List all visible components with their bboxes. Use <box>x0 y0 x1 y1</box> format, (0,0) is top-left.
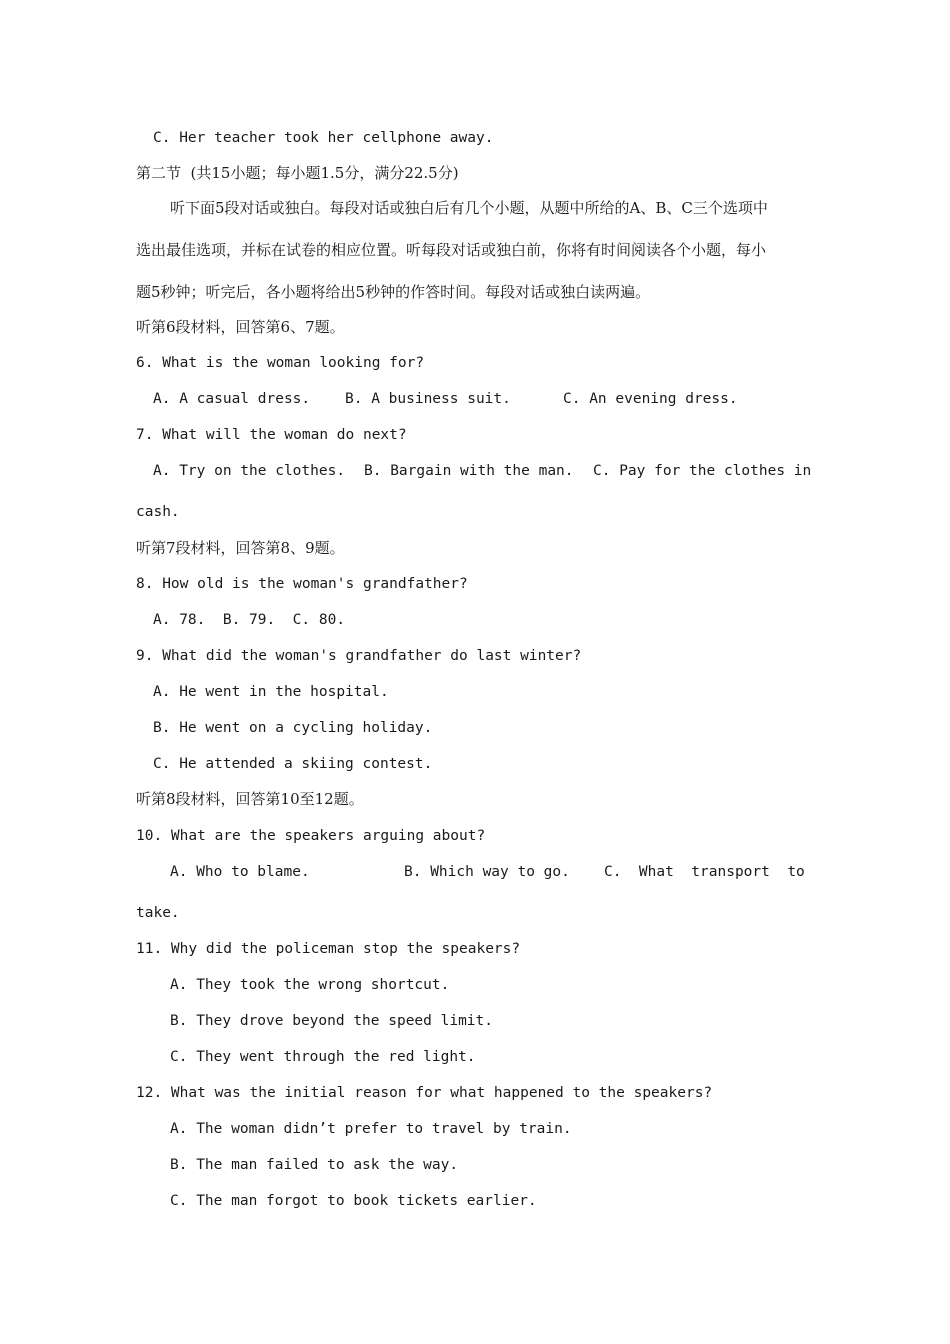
option-b: B. A business suit. <box>345 391 511 407</box>
question-10-option-c-wrap: take. <box>136 905 180 921</box>
question-11-option-c: C. They went through the red light. <box>170 1049 476 1065</box>
option-c: C. Pay for the clothes in <box>593 463 812 479</box>
question-9-option-a: A. He went in the hospital. <box>153 684 389 700</box>
question-8-options: A. 78. B. 79. C. 80. <box>153 612 346 628</box>
option-a: A. A casual dress. <box>153 391 311 407</box>
question-11: 11. Why did the policeman stop the speakers? <box>136 941 521 957</box>
option-b: B. Which way to go. <box>404 864 570 880</box>
question-9: 9. What did the woman's grandfather do last winter? <box>136 648 582 664</box>
question-7: 7. What will the woman do next? <box>136 427 407 443</box>
prev-question-option-c: C. Her teacher took her cellphone away. <box>153 130 494 146</box>
group-heading-7: 听第7段材料，回答第8、9题。 <box>136 539 345 557</box>
question-9-option-c: C. He attended a skiing contest. <box>153 756 433 772</box>
option-a: A. Try on the clothes. <box>153 463 346 479</box>
question-11-option-b: B. They drove beyond the speed limit. <box>170 1013 494 1029</box>
option-c: C. What transport to <box>604 864 805 880</box>
question-6: 6. What is the woman looking for? <box>136 355 425 371</box>
question-12: 12. What was the initial reason for what happened to the speakers? <box>136 1085 713 1101</box>
question-8: 8. How old is the woman's grandfather? <box>136 576 468 592</box>
question-11-option-a: A. They took the wrong shortcut. <box>170 977 450 993</box>
group-heading-6: 听第6段材料，回答第6、7题。 <box>136 318 345 336</box>
question-10: 10. What are the speakers arguing about? <box>136 828 486 844</box>
instructions-line-3: 题5秒钟；听完后，各小题将给出5秒钟的作答时间。每段对话或独白读两遍。 <box>136 283 651 301</box>
option-c: C. An evening dress. <box>563 391 738 407</box>
question-12-option-c: C. The man forgot to book tickets earlier. <box>170 1193 537 1209</box>
group-heading-8: 听第8段材料，回答第10至12题。 <box>136 790 364 808</box>
instructions-line-1: 听下面5段对话或独白。每段对话或独白后有几个小题，从题中所给的A、B、C三个选项中 <box>170 199 768 217</box>
section-heading: 第二节 (共15小题；每小题1.5分，满分22.5分) <box>136 164 459 182</box>
question-7-option-c-wrap: cash. <box>136 504 180 520</box>
question-12-option-a: A. The woman didn’t prefer to travel by train. <box>170 1121 572 1137</box>
instructions-line-2: 选出最佳选项，并标在试卷的相应位置。听每段对话或独白前，你将有时间阅读各个小题，每小 <box>136 241 767 259</box>
option-b: B. Bargain with the man. <box>364 463 574 479</box>
option-a: A. Who to blame. <box>170 864 310 880</box>
question-12-option-b: B. The man failed to ask the way. <box>170 1157 459 1173</box>
question-9-option-b: B. He went on a cycling holiday. <box>153 720 433 736</box>
